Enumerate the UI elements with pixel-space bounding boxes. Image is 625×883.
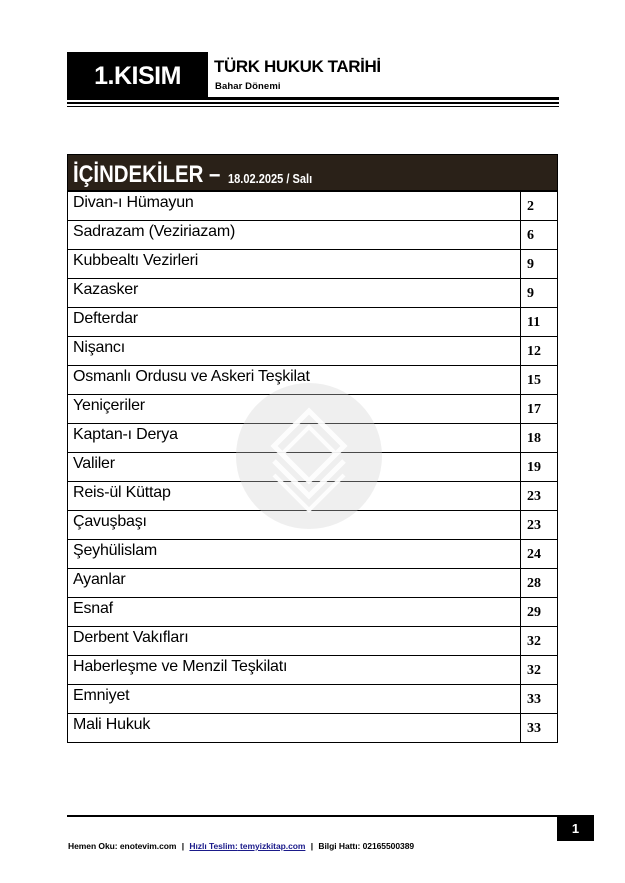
toc-entry-page: 28 (521, 569, 558, 598)
toc-entry-title: Şeyhülislam (68, 540, 521, 569)
toc-row[interactable] (68, 453, 558, 482)
toc-heading (67, 154, 558, 191)
toc-entry-page: 32 (521, 656, 558, 685)
header-rule (67, 106, 559, 107)
page-number: 1 (557, 815, 594, 841)
toc-row[interactable] (68, 279, 558, 308)
toc-entry-title: Kubbealtı Vezirleri (68, 250, 521, 279)
toc-entry-title: Ayanlar (68, 569, 521, 598)
footer-separator: | (181, 841, 185, 851)
toc-entry-title: Derbent Vakıfları (68, 627, 521, 656)
toc-entry-title: Divan-ı Hümayun (68, 192, 521, 221)
toc-date: 18.02.2025 / Salı (228, 171, 313, 186)
toc-entry-title: Haberleşme ve Menzil Teşkilatı (68, 656, 521, 685)
hotline-label: Bilgi Hattı: 02165500389 (318, 841, 415, 851)
toc-row[interactable] (68, 366, 558, 395)
toc-entry-page: 19 (521, 453, 558, 482)
course-title: TÜRK HUKUK TARİHİ (214, 57, 381, 76)
table-of-contents (67, 154, 558, 743)
toc-row[interactable] (68, 395, 558, 424)
toc-entry-title: Valiler (68, 453, 521, 482)
toc-entry-title: Osmanlı Ordusu ve Askeri Teşkilat (68, 366, 521, 395)
toc-row[interactable] (68, 221, 558, 250)
toc-entry-title: Kazasker (68, 279, 521, 308)
toc-entry-page: 12 (521, 337, 558, 366)
toc-entry-title: Esnaf (68, 598, 521, 627)
toc-entry-title: Sadrazam (Veziriazam) (68, 221, 521, 250)
toc-entry-title: Yeniçeriler (68, 395, 521, 424)
delivery-url: temyizkitap.com (240, 841, 306, 851)
toc-entry-title: Çavuşbaşı (68, 511, 521, 540)
toc-row[interactable] (68, 192, 558, 221)
toc-entry-page: 32 (521, 627, 558, 656)
header-rule (67, 102, 559, 104)
toc-entry-page: 23 (521, 511, 558, 540)
toc-entry-page: 29 (521, 598, 558, 627)
toc-entry-title: Emniyet (68, 685, 521, 714)
toc-entry-page: 24 (521, 540, 558, 569)
part-label: 1.KISIM (67, 52, 208, 100)
toc-entry-title: Kaptan-ı Derya (68, 424, 521, 453)
toc-entry-title: Nişancı (68, 337, 521, 366)
toc-entry-title: Reis-ül Küttap (68, 482, 521, 511)
read-label: Hemen Oku: enotevim.com (68, 841, 177, 851)
header-rule (208, 97, 559, 100)
footer-rule (67, 815, 557, 817)
term-label: Bahar Dönemi (215, 81, 281, 92)
delivery-link[interactable] (189, 841, 305, 851)
toc-row[interactable] (68, 598, 558, 627)
toc-entry-page: 33 (521, 685, 558, 714)
toc-row[interactable] (68, 714, 558, 743)
toc-row[interactable] (68, 685, 558, 714)
toc-entry-title: Defterdar (68, 308, 521, 337)
toc-row[interactable] (68, 308, 558, 337)
toc-title: İÇİNDEKİLER – (73, 161, 221, 188)
toc-entry-page: 6 (521, 221, 558, 250)
toc-table (67, 191, 558, 743)
toc-entry-page: 2 (521, 192, 558, 221)
toc-entry-page: 15 (521, 366, 558, 395)
page-header (67, 52, 559, 108)
toc-entry-page: 11 (521, 308, 558, 337)
toc-row[interactable] (68, 337, 558, 366)
toc-row[interactable] (68, 569, 558, 598)
toc-row[interactable] (68, 511, 558, 540)
footer-separator: | (310, 841, 314, 851)
toc-row[interactable] (68, 627, 558, 656)
toc-row[interactable] (68, 424, 558, 453)
toc-entry-title: Mali Hukuk (68, 714, 521, 743)
toc-entry-page: 17 (521, 395, 558, 424)
footer-info (68, 841, 414, 851)
toc-entry-page: 9 (521, 250, 558, 279)
toc-row[interactable] (68, 482, 558, 511)
toc-entry-page: 33 (521, 714, 558, 743)
toc-row[interactable] (68, 540, 558, 569)
delivery-prefix: Hızlı Teslim: (189, 841, 238, 851)
toc-entry-page: 9 (521, 279, 558, 308)
toc-entry-page: 18 (521, 424, 558, 453)
toc-entry-page: 23 (521, 482, 558, 511)
toc-row[interactable] (68, 656, 558, 685)
toc-row[interactable] (68, 250, 558, 279)
